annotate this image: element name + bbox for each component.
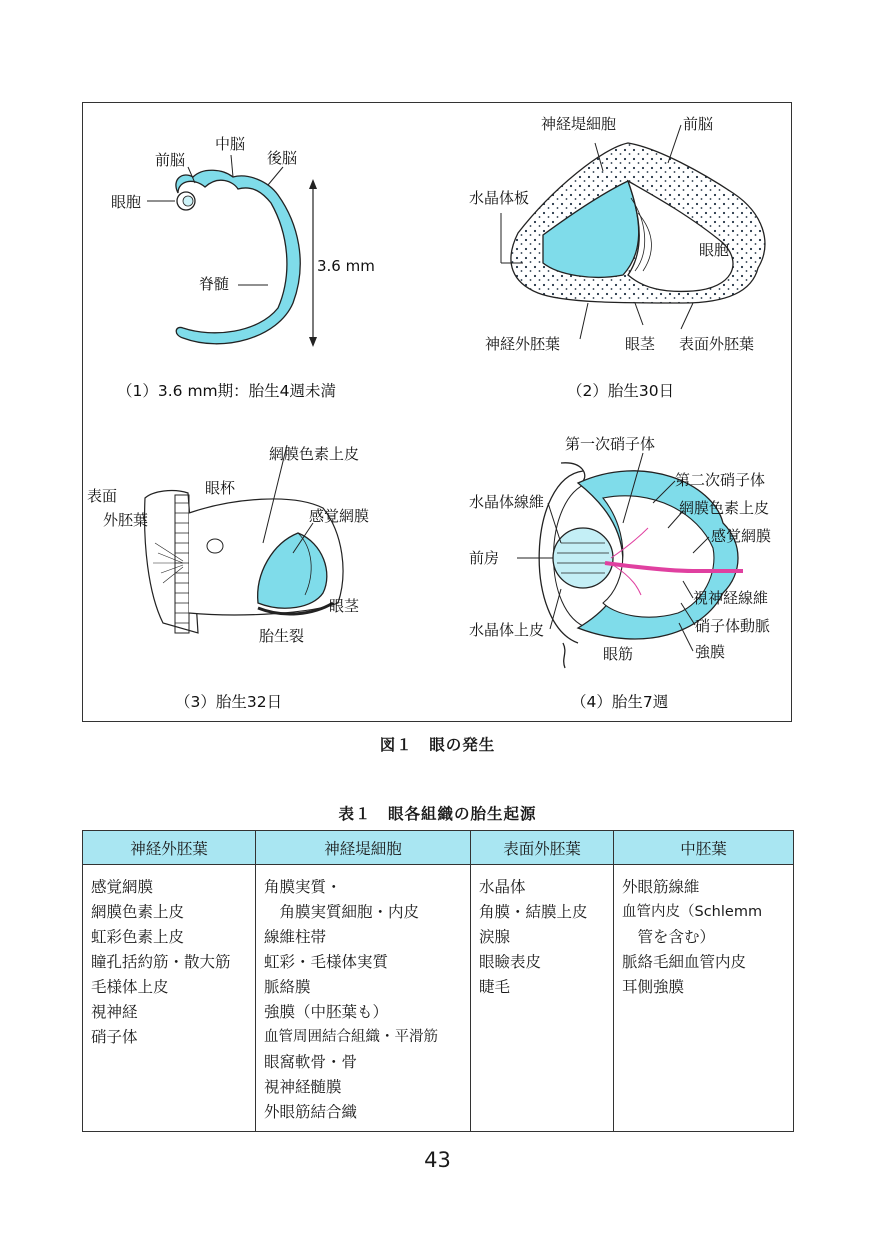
- p1-hindbrain-label: 後脳: [267, 149, 298, 167]
- figure-caption: 図１ 眼の発生: [379, 736, 496, 754]
- list-item: 外眼筋線維: [622, 878, 700, 896]
- list-item: 虹彩色素上皮: [91, 928, 185, 946]
- p4-rpe-label: 網膜色素上皮: [679, 499, 770, 517]
- cell-neural-crest: [256, 865, 471, 1132]
- p3-surface-label-2: 外胚葉: [103, 511, 149, 529]
- list-item: 感覚網膜: [91, 878, 154, 896]
- header-surface-ectoderm: 表面外胚葉: [471, 831, 614, 865]
- p4-primary-vitreous-label: 第一次硝子体: [565, 435, 656, 453]
- p3-surface-label-1: 表面: [87, 487, 118, 505]
- p2-neural-crest-label: 神経堤細胞: [541, 115, 617, 133]
- p1-midbrain-label: 中脳: [215, 135, 246, 153]
- p4-sensory-retina-label: 感覚網膜: [711, 527, 772, 545]
- list-item: 耳側強膜: [622, 978, 685, 996]
- header-neuroectoderm: 神経外胚葉: [83, 831, 256, 865]
- p3-rpe-label: 網膜色素上皮: [269, 445, 360, 463]
- figure-illustration: [83, 103, 793, 723]
- list-item: 強膜（中胚葉も）: [264, 1003, 389, 1021]
- list-item: 水晶体: [479, 878, 526, 896]
- header-neural-crest: 神経堤細胞: [256, 831, 471, 865]
- p4-lens-epithelium-label: 水晶体上皮: [469, 621, 545, 639]
- list-item: 血管内皮（Schlemm: [622, 904, 763, 920]
- embryonic-origin-table: [82, 830, 794, 1132]
- list-item: 虹彩・毛様体実質: [264, 953, 389, 971]
- p2-optic-stalk-label: 眼茎: [625, 335, 656, 353]
- p3-optic-cup-label: 眼杯: [205, 479, 236, 497]
- panel-2-caption: （2）胎生30日: [567, 382, 675, 400]
- p2-surface-ectoderm-label: 表面外胚葉: [679, 335, 755, 353]
- p2-forebrain-label: 前脳: [683, 115, 714, 133]
- panel-1-embryo: [147, 155, 317, 347]
- p2-optic-vesicle-label: 眼胞: [699, 241, 730, 259]
- p2-lens-placode-label: 水晶体板: [469, 189, 530, 207]
- list-item: 角膜実質・: [264, 878, 342, 896]
- list-item: 視神経: [91, 1003, 138, 1021]
- p1-length-label: 3.6 mm: [317, 257, 375, 275]
- list-item: 血管周囲結合組織・平滑筋: [264, 1029, 438, 1045]
- p4-optic-nerve-label: 視神経線維: [693, 589, 769, 607]
- p3-sensory-retina-label: 感覚網膜: [309, 507, 370, 525]
- p2-neuroectoderm-label: 神経外胚葉: [485, 335, 561, 353]
- list-item: 睫毛: [479, 978, 511, 996]
- table-caption: 表１ 眼各組織の胎生起源: [338, 805, 537, 823]
- p4-hyaloid-artery-label: 硝子体動脈: [695, 617, 771, 635]
- cell-surface-ectoderm: [471, 865, 614, 1132]
- list-item: 線維柱帯: [264, 928, 327, 946]
- p1-optic-vesicle-label: 眼胞: [111, 193, 142, 211]
- list-item: 管を含む）: [637, 928, 716, 946]
- header-mesoderm: 中胚葉: [614, 831, 794, 865]
- list-item: 眼瞼表皮: [479, 953, 542, 971]
- p4-sclera-label: 強膜: [695, 643, 726, 661]
- list-item: 視神経髄膜: [264, 1078, 342, 1096]
- table-row: [83, 865, 794, 1132]
- panel-3-caption: （3）胎生32日: [175, 693, 283, 711]
- table-header-row: [83, 831, 794, 865]
- panel-3-illustration: [145, 445, 343, 633]
- cell-mesoderm: [614, 865, 794, 1132]
- panel-2-illustration: [501, 125, 765, 339]
- list-item: 硝子体: [91, 1028, 138, 1046]
- p1-forebrain-label: 前脳: [155, 151, 186, 169]
- page-number: 43: [424, 1148, 451, 1172]
- list-item: 外眼筋結合織: [264, 1103, 358, 1121]
- p4-anterior-chamber-label: 前房: [469, 549, 500, 567]
- list-item: 角膜・結膜上皮: [479, 903, 588, 921]
- p4-eye-muscle-label: 眼筋: [603, 645, 634, 663]
- figure-frame: [82, 102, 792, 722]
- p4-lens-fibers-label: 水晶体線維: [469, 493, 545, 511]
- p1-spinal-cord-label: 脊髄: [199, 275, 230, 293]
- cell-neuroectoderm: [83, 865, 256, 1132]
- list-item: 角膜実質細胞・内皮: [279, 903, 420, 921]
- list-item: 網膜色素上皮: [91, 903, 185, 921]
- panel-4-caption: （4）胎生7週: [571, 693, 669, 711]
- panel-1-caption: （1）3.6 mm期：胎生4週未満: [117, 382, 336, 400]
- list-item: 瞳孔括約筋・散大筋: [91, 953, 231, 971]
- list-item: 毛様体上皮: [91, 978, 169, 996]
- list-item: 眼窩軟骨・骨: [264, 1053, 358, 1071]
- list-item: 涙腺: [479, 928, 511, 946]
- list-item: 脈絡膜: [264, 978, 311, 996]
- p3-optic-stalk-label: 眼茎: [329, 597, 360, 615]
- list-item: 脈絡毛細血管内皮: [622, 953, 747, 971]
- p3-fetal-fissure-label: 胎生裂: [259, 627, 305, 645]
- p4-secondary-vitreous-label: 第二次硝子体: [675, 471, 766, 489]
